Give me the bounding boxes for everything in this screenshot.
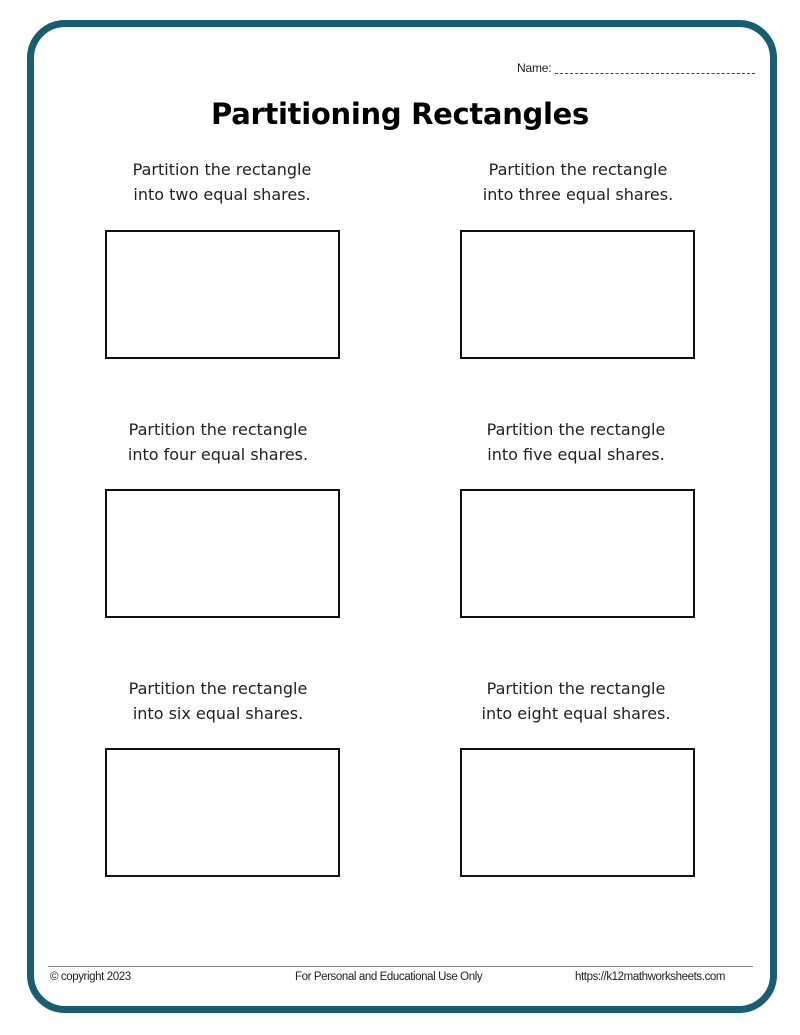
problem-5-line2: into six equal shares. [132, 704, 304, 723]
footer-copyright: © copyright 2023 [50, 971, 131, 983]
problem-3-rectangle[interactable] [105, 489, 340, 618]
problem-6-line2: into eight equal shares. [481, 704, 671, 723]
problem-3-line2: into four equal shares. [127, 445, 309, 464]
footer-url-link[interactable]: https://k12mathworksheets.com [575, 971, 726, 983]
footer-usage-note: For Personal and Educational Use Only [295, 971, 483, 983]
problem-1-rectangle[interactable] [105, 230, 340, 359]
problem-3-prompt [68, 417, 368, 467]
problem-1-prompt [72, 157, 372, 207]
footer-divider [48, 966, 753, 967]
problem-5-prompt [68, 676, 368, 726]
problem-2-rectangle[interactable] [460, 230, 695, 359]
problem-6-rectangle[interactable] [460, 748, 695, 877]
problem-4-prompt [426, 417, 726, 467]
problem-5-rectangle[interactable] [105, 748, 340, 877]
problem-4-line2: into five equal shares. [487, 445, 665, 464]
problem-6-prompt [426, 676, 726, 726]
problem-6-line1: Partition the rectangle [486, 679, 666, 698]
name-field[interactable] [517, 61, 755, 75]
problem-5-line1: Partition the rectangle [128, 679, 308, 698]
name-label: Name: [517, 61, 552, 75]
problem-1-line2: into two equal shares. [133, 185, 311, 204]
name-blank-line[interactable] [555, 73, 755, 74]
problem-1-line1: Partition the rectangle [132, 160, 312, 179]
problem-2-line2: into three equal shares. [482, 185, 674, 204]
problem-2-line1: Partition the rectangle [488, 160, 668, 179]
problem-4-line1: Partition the rectangle [486, 420, 666, 439]
problem-3-line1: Partition the rectangle [128, 420, 308, 439]
problem-2-prompt [428, 157, 728, 207]
page-title: Partitioning Rectangles [211, 97, 589, 131]
problem-4-rectangle[interactable] [460, 489, 695, 618]
